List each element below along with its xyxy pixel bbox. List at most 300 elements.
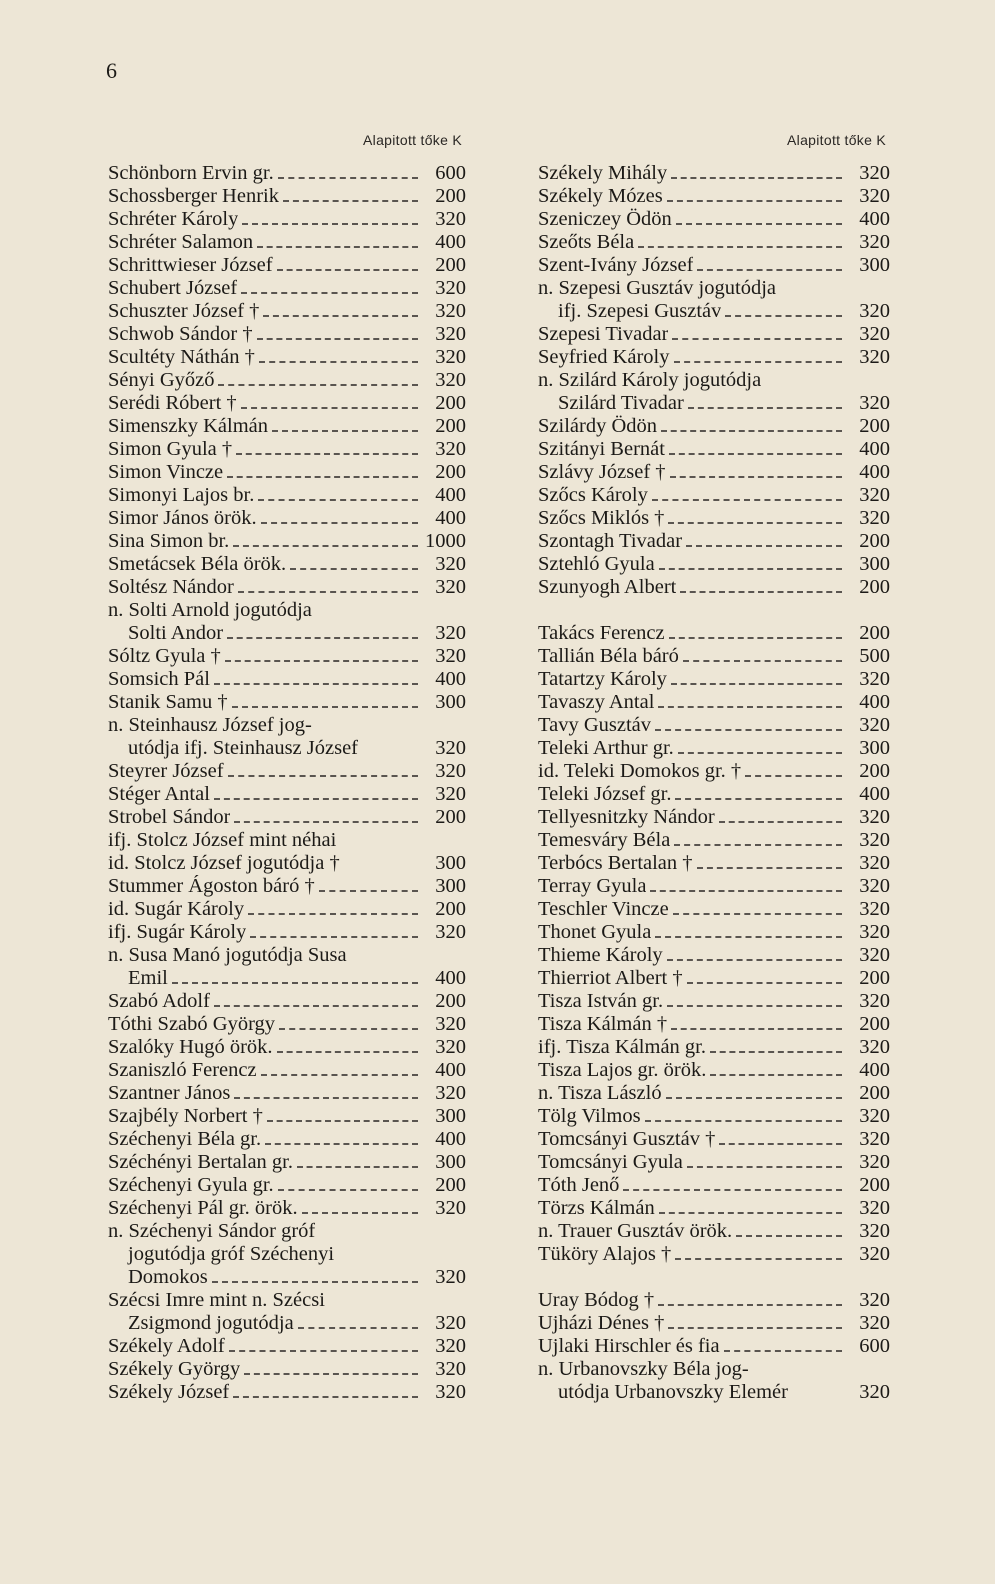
list-item <box>108 231 466 254</box>
list-item <box>538 369 890 392</box>
list-item <box>538 852 890 875</box>
list-item <box>538 645 890 668</box>
list-item <box>108 300 466 323</box>
entry-amount: 320 <box>859 944 890 966</box>
entry-name: ifj. Tisza Kálmán gr. <box>538 1036 706 1058</box>
leader-dots <box>242 223 418 225</box>
list-item <box>538 300 890 323</box>
list-item <box>108 484 466 507</box>
entry-amount: 200 <box>435 1174 466 1196</box>
entry-name: Szontagh Tivadar <box>538 530 683 552</box>
entry-name: Tisza Lajos gr. örök. <box>538 1059 707 1081</box>
leader-dots <box>669 453 842 455</box>
entry-amount: 400 <box>435 967 466 989</box>
entry-name: Szilárdy Ödön <box>538 415 657 437</box>
entry-amount: 400 <box>435 1128 466 1150</box>
entry-name: Szeniczey Ödön <box>538 208 672 230</box>
entry-name: Simonyi Lajos br. <box>108 484 255 506</box>
entry-name: Teleki József gr. <box>538 783 672 805</box>
entry-name: Uray Bódog † <box>538 1289 655 1311</box>
entry-name: Szécsi Imre mint n. Szécsi <box>108 1289 325 1311</box>
entry-amount: 200 <box>859 1013 890 1035</box>
leader-dots <box>234 1097 418 1099</box>
list-item <box>538 967 890 990</box>
entry-amount: 320 <box>859 484 890 506</box>
list-item <box>108 1013 466 1036</box>
leader-dots <box>668 1327 842 1329</box>
entry-name: Serédi Róbert † <box>108 392 237 414</box>
leader-dots <box>686 545 842 547</box>
entry-name: Székely József <box>108 1381 230 1403</box>
entry-amount: 320 <box>435 1358 466 1380</box>
entry-name: Schréter Salamon <box>108 231 254 253</box>
entry-amount: 400 <box>859 461 890 483</box>
list-item <box>538 1197 890 1220</box>
list-item <box>538 1358 890 1381</box>
entry-name: Sztehló Gyula <box>538 553 655 575</box>
entry-amount: 500 <box>859 645 890 667</box>
leader-dots <box>277 1051 418 1053</box>
leader-dots <box>283 200 418 202</box>
entry-amount: 320 <box>859 990 890 1012</box>
entry-amount: 320 <box>435 737 466 759</box>
leader-dots <box>257 246 418 248</box>
entry-amount: 400 <box>435 484 466 506</box>
entry-amount: 320 <box>435 208 466 230</box>
section-spacer <box>538 599 890 622</box>
entry-amount: 320 <box>859 714 890 736</box>
list-item <box>538 737 890 760</box>
list-item <box>538 162 890 185</box>
entry-amount: 320 <box>859 1197 890 1219</box>
leader-dots <box>724 1350 842 1352</box>
entry-amount: 400 <box>859 208 890 230</box>
list-item <box>108 1312 466 1335</box>
entry-name: Schubert József <box>108 277 238 299</box>
entry-name: Schossberger Henrik <box>108 185 279 207</box>
list-item <box>538 208 890 231</box>
entry-amount: 320 <box>435 300 466 322</box>
entry-amount: 320 <box>859 829 890 851</box>
entry-amount: 600 <box>859 1335 890 1357</box>
leader-dots <box>212 1281 418 1283</box>
leader-dots <box>172 982 418 984</box>
leader-dots <box>667 1005 842 1007</box>
entry-amount: 1000 <box>425 530 466 552</box>
list-item <box>538 944 890 967</box>
entry-amount: 320 <box>859 1243 890 1265</box>
entry-name: Simenszky Kálmán <box>108 415 268 437</box>
page-number: 6 <box>106 58 117 83</box>
entry-name: utódja ifj. Steinhausz József <box>128 737 359 759</box>
list-item <box>538 507 890 530</box>
entry-name: id. Teleki Domokos gr. † <box>538 760 742 782</box>
list-item <box>108 1197 466 1220</box>
entry-name: n. Trauer Gusztáv örök. <box>538 1220 733 1242</box>
leader-dots <box>261 522 418 524</box>
entry-name: n. Széchenyi Sándor gróf <box>108 1220 316 1242</box>
entry-amount: 300 <box>859 553 890 575</box>
leader-dots <box>259 361 418 363</box>
entry-amount: 320 <box>859 668 890 690</box>
entry-name: Szlávy József † <box>538 461 666 483</box>
list-item <box>108 1266 466 1289</box>
entry-name: Sóltz Gyula † <box>108 645 221 667</box>
leader-dots <box>645 1120 842 1122</box>
entry-name: Stanik Samu † <box>108 691 228 713</box>
leader-dots <box>736 1235 842 1237</box>
list-item <box>108 737 466 760</box>
entry-amount: 320 <box>859 1220 890 1242</box>
leader-dots <box>672 338 842 340</box>
leader-dots <box>227 476 418 478</box>
entry-amount: 320 <box>859 1105 890 1127</box>
list-item <box>108 1220 466 1243</box>
entry-amount: 400 <box>859 438 890 460</box>
entry-amount: 320 <box>435 1335 466 1357</box>
entry-name: Szitányi Bernát <box>538 438 665 460</box>
leader-dots <box>659 1212 842 1214</box>
leader-dots <box>687 982 842 984</box>
list-item <box>108 1151 466 1174</box>
entry-name: n. Susa Manó jogutódja Susa <box>108 944 347 966</box>
leader-dots <box>655 729 842 731</box>
entry-name: n. Solti Arnold jogutódja <box>108 599 312 621</box>
list-item <box>108 1105 466 1128</box>
entry-name: Somsich Pál <box>108 668 210 690</box>
entry-amount: 200 <box>859 415 890 437</box>
list-item <box>538 1381 890 1404</box>
entry-name: ifj. Szepesi Gusztáv <box>558 300 722 322</box>
list-item <box>538 415 890 438</box>
entry-amount: 320 <box>859 1151 890 1173</box>
entry-name: Tóthi Szabó György <box>108 1013 276 1035</box>
list-item <box>108 1174 466 1197</box>
leader-dots <box>267 1120 418 1122</box>
entry-name: Tisza István gr. <box>538 990 664 1012</box>
leader-dots <box>687 1166 842 1168</box>
leader-dots <box>250 936 418 938</box>
entry-amount: 320 <box>435 622 466 644</box>
entry-list <box>108 162 466 1404</box>
entry-name: Tallián Béla báró <box>538 645 679 667</box>
list-item <box>108 944 466 967</box>
leader-dots <box>667 959 842 961</box>
entry-amount: 320 <box>435 277 466 299</box>
list-item <box>538 576 890 599</box>
leader-dots <box>697 269 842 271</box>
list-item <box>108 553 466 576</box>
entry-name: Székely György <box>108 1358 241 1380</box>
entry-amount: 320 <box>859 392 890 414</box>
entry-name: Schwob Sándor † <box>108 323 253 345</box>
leader-dots <box>666 1097 842 1099</box>
list-item <box>108 760 466 783</box>
entry-amount: 600 <box>435 162 466 184</box>
column-header: Alapitott tőke K <box>787 132 886 148</box>
leader-dots <box>257 338 418 340</box>
list-item <box>538 760 890 783</box>
entry-name: Temesváry Béla <box>538 829 671 851</box>
list-item <box>108 346 466 369</box>
list-item <box>538 898 890 921</box>
leader-dots <box>658 1304 842 1306</box>
entry-name: Székely Mihály <box>538 162 668 184</box>
entry-amount: 200 <box>859 1174 890 1196</box>
leader-dots <box>248 913 418 915</box>
entry-amount: 320 <box>435 1381 466 1403</box>
entry-amount: 200 <box>435 392 466 414</box>
list-item <box>538 875 890 898</box>
leader-dots <box>263 315 418 317</box>
entry-amount: 320 <box>859 185 890 207</box>
entry-amount: 300 <box>859 737 890 759</box>
entry-amount: 320 <box>859 300 890 322</box>
entry-amount: 320 <box>859 1036 890 1058</box>
list-item <box>108 461 466 484</box>
list-item <box>538 346 890 369</box>
leader-dots <box>719 821 842 823</box>
entry-name: Simon Gyula † <box>108 438 233 460</box>
list-item <box>108 852 466 875</box>
list-item <box>538 622 890 645</box>
entry-name: Strobel Sándor <box>108 806 231 828</box>
entry-amount: 200 <box>859 530 890 552</box>
entry-amount: 320 <box>859 1312 890 1334</box>
leader-dots <box>236 453 418 455</box>
column-header: Alapitott tőke K <box>363 132 462 148</box>
leader-dots <box>661 430 842 432</box>
entry-name: Szepesi Tivadar <box>538 323 669 345</box>
entry-name: Steyrer József <box>108 760 224 782</box>
list-item <box>538 1128 890 1151</box>
list-item <box>538 392 890 415</box>
list-item <box>538 806 890 829</box>
entry-name: Stéger Antal <box>108 783 210 805</box>
entry-name: Szeőts Béla <box>538 231 635 253</box>
list-item <box>538 1243 890 1266</box>
leader-dots <box>623 1189 842 1191</box>
entry-amount: 200 <box>435 254 466 276</box>
entry-name: ifj. Sugár Károly <box>108 921 247 943</box>
entry-amount: 320 <box>435 1036 466 1058</box>
entry-name: Székely Adolf <box>108 1335 225 1357</box>
entry-amount: 320 <box>435 369 466 391</box>
entry-name: Emil <box>128 967 168 989</box>
list-item <box>108 1289 466 1312</box>
leader-dots <box>671 177 842 179</box>
leader-dots <box>241 292 418 294</box>
entry-name: Tomcsányi Gyula <box>538 1151 683 1173</box>
entry-amount: 200 <box>859 622 890 644</box>
list-item <box>538 691 890 714</box>
list-item <box>538 461 890 484</box>
leader-dots <box>238 591 418 593</box>
entry-amount: 320 <box>435 783 466 805</box>
list-item <box>538 921 890 944</box>
leader-dots <box>745 775 842 777</box>
entry-name: Thonet Gyula <box>538 921 652 943</box>
leader-dots <box>697 867 842 869</box>
entry-amount: 320 <box>859 162 890 184</box>
list-item <box>538 1335 890 1358</box>
list-item <box>108 829 466 852</box>
entry-name: Tóth Jenő <box>538 1174 620 1196</box>
list-item <box>538 990 890 1013</box>
list-item <box>108 530 466 553</box>
list-item <box>538 438 890 461</box>
list-item <box>538 1151 890 1174</box>
entry-amount: 320 <box>435 1013 466 1035</box>
entry-name: Tomcsányi Gusztáv † <box>538 1128 716 1150</box>
list-item <box>538 553 890 576</box>
entry-amount: 320 <box>859 346 890 368</box>
list-item <box>108 162 466 185</box>
leader-dots <box>688 407 842 409</box>
leader-dots <box>278 1189 418 1191</box>
leader-dots <box>680 591 842 593</box>
list-item <box>108 507 466 530</box>
entry-name: Törzs Kálmán <box>538 1197 655 1219</box>
leader-dots <box>302 1212 418 1214</box>
list-item <box>108 967 466 990</box>
list-item <box>108 392 466 415</box>
entry-name: Schönborn Ervin gr. <box>108 162 274 184</box>
list-item <box>108 1082 466 1105</box>
entry-name: utódja Urbanovszky Elemér <box>558 1381 788 1403</box>
entry-name: Tölg Vilmos <box>538 1105 641 1127</box>
column-left <box>108 132 466 1404</box>
entry-amount: 320 <box>859 323 890 345</box>
entry-amount: 320 <box>435 1312 466 1334</box>
list-item <box>108 714 466 737</box>
list-item <box>538 1082 890 1105</box>
leader-dots <box>218 384 418 386</box>
entry-name: Szőcs Miklós † <box>538 507 665 529</box>
leader-dots <box>671 1028 842 1030</box>
entry-amount: 320 <box>435 576 466 598</box>
entry-name: Szunyogh Albert <box>538 576 677 598</box>
entry-amount: 320 <box>859 231 890 253</box>
entry-name: Seyfried Károly <box>538 346 670 368</box>
entry-amount: 320 <box>435 1082 466 1104</box>
entry-name: Domokos <box>128 1266 208 1288</box>
entry-name: Tatartzy Károly <box>538 668 667 690</box>
entry-amount: 400 <box>859 1059 890 1081</box>
entry-name: Széchenyi Béla gr. <box>108 1128 262 1150</box>
leader-dots <box>227 637 418 639</box>
entry-name: Szilárd Tivadar <box>558 392 684 414</box>
entry-name: n. Szilárd Károly jogutódja <box>538 369 762 391</box>
entry-amount: 200 <box>435 461 466 483</box>
list-item <box>538 714 890 737</box>
list-item <box>538 231 890 254</box>
entry-amount: 200 <box>859 967 890 989</box>
list-item <box>108 323 466 346</box>
entry-name: Tellyesnitzky Nándor <box>538 806 715 828</box>
entry-name: Ujházi Dénes † <box>538 1312 665 1334</box>
entry-name: Zsigmond jogutódja <box>128 1312 294 1334</box>
leader-dots <box>319 890 418 892</box>
entry-amount: 200 <box>435 898 466 920</box>
leader-dots <box>265 1143 418 1145</box>
list-item <box>538 1105 890 1128</box>
leader-dots <box>228 775 418 777</box>
leader-dots <box>670 476 842 478</box>
entry-name: Tüköry Alajos † <box>538 1243 672 1265</box>
entry-name: Szalóky Hugó örök. <box>108 1036 273 1058</box>
list-item <box>108 438 466 461</box>
entry-amount: 320 <box>859 806 890 828</box>
list-item <box>538 530 890 553</box>
list-item <box>538 185 890 208</box>
entry-name: n. Szepesi Gusztáv jogutódja <box>538 277 776 299</box>
leader-dots <box>655 936 842 938</box>
list-item <box>538 323 890 346</box>
column-right <box>538 132 890 1404</box>
leader-dots <box>241 407 418 409</box>
leader-dots <box>676 223 842 225</box>
leader-dots <box>297 1166 418 1168</box>
entry-name: Teleki Arthur gr. <box>538 737 674 759</box>
entry-name: Szabó Adolf <box>108 990 210 1012</box>
list-item <box>108 645 466 668</box>
list-item <box>108 1059 466 1082</box>
entry-amount: 400 <box>435 231 466 253</box>
entry-name: Simor János örök. <box>108 507 257 529</box>
entry-amount: 320 <box>435 553 466 575</box>
entry-amount: 320 <box>859 507 890 529</box>
entry-name: Szent-Ivány József <box>538 254 694 276</box>
leader-dots <box>683 660 842 662</box>
entry-amount: 200 <box>859 760 890 782</box>
leader-dots <box>279 1028 418 1030</box>
leader-dots <box>214 683 418 685</box>
leader-dots <box>214 1005 418 1007</box>
entry-name: Terray Gyula <box>538 875 647 897</box>
entry-amount: 200 <box>435 806 466 828</box>
leader-dots <box>298 1327 418 1329</box>
entry-amount: 320 <box>435 760 466 782</box>
entry-name: Simon Vincze <box>108 461 224 483</box>
entry-name: id. Sugár Károly <box>108 898 245 920</box>
entry-amount: 400 <box>859 691 890 713</box>
leader-dots <box>667 200 842 202</box>
list-item <box>538 1312 890 1335</box>
list-item <box>538 254 890 277</box>
leader-dots <box>674 844 842 846</box>
entry-list <box>538 162 890 1404</box>
entry-name: Takács Ferencz <box>538 622 665 644</box>
list-item <box>538 829 890 852</box>
entry-name: jogutódja gróf Széchenyi <box>128 1243 335 1265</box>
leader-dots <box>638 246 842 248</box>
list-item <box>108 668 466 691</box>
list-item <box>108 691 466 714</box>
entry-name: Tisza Kálmán † <box>538 1013 668 1035</box>
entry-amount: 400 <box>435 1059 466 1081</box>
entry-amount: 320 <box>859 898 890 920</box>
entry-amount: 200 <box>859 576 890 598</box>
entry-name: Teschler Vincze <box>538 898 669 920</box>
list-item <box>108 990 466 1013</box>
entry-amount: 300 <box>435 1105 466 1127</box>
entry-amount: 300 <box>435 691 466 713</box>
list-item <box>108 369 466 392</box>
list-item <box>538 1289 890 1312</box>
leader-dots <box>675 798 842 800</box>
entry-amount: 320 <box>435 323 466 345</box>
